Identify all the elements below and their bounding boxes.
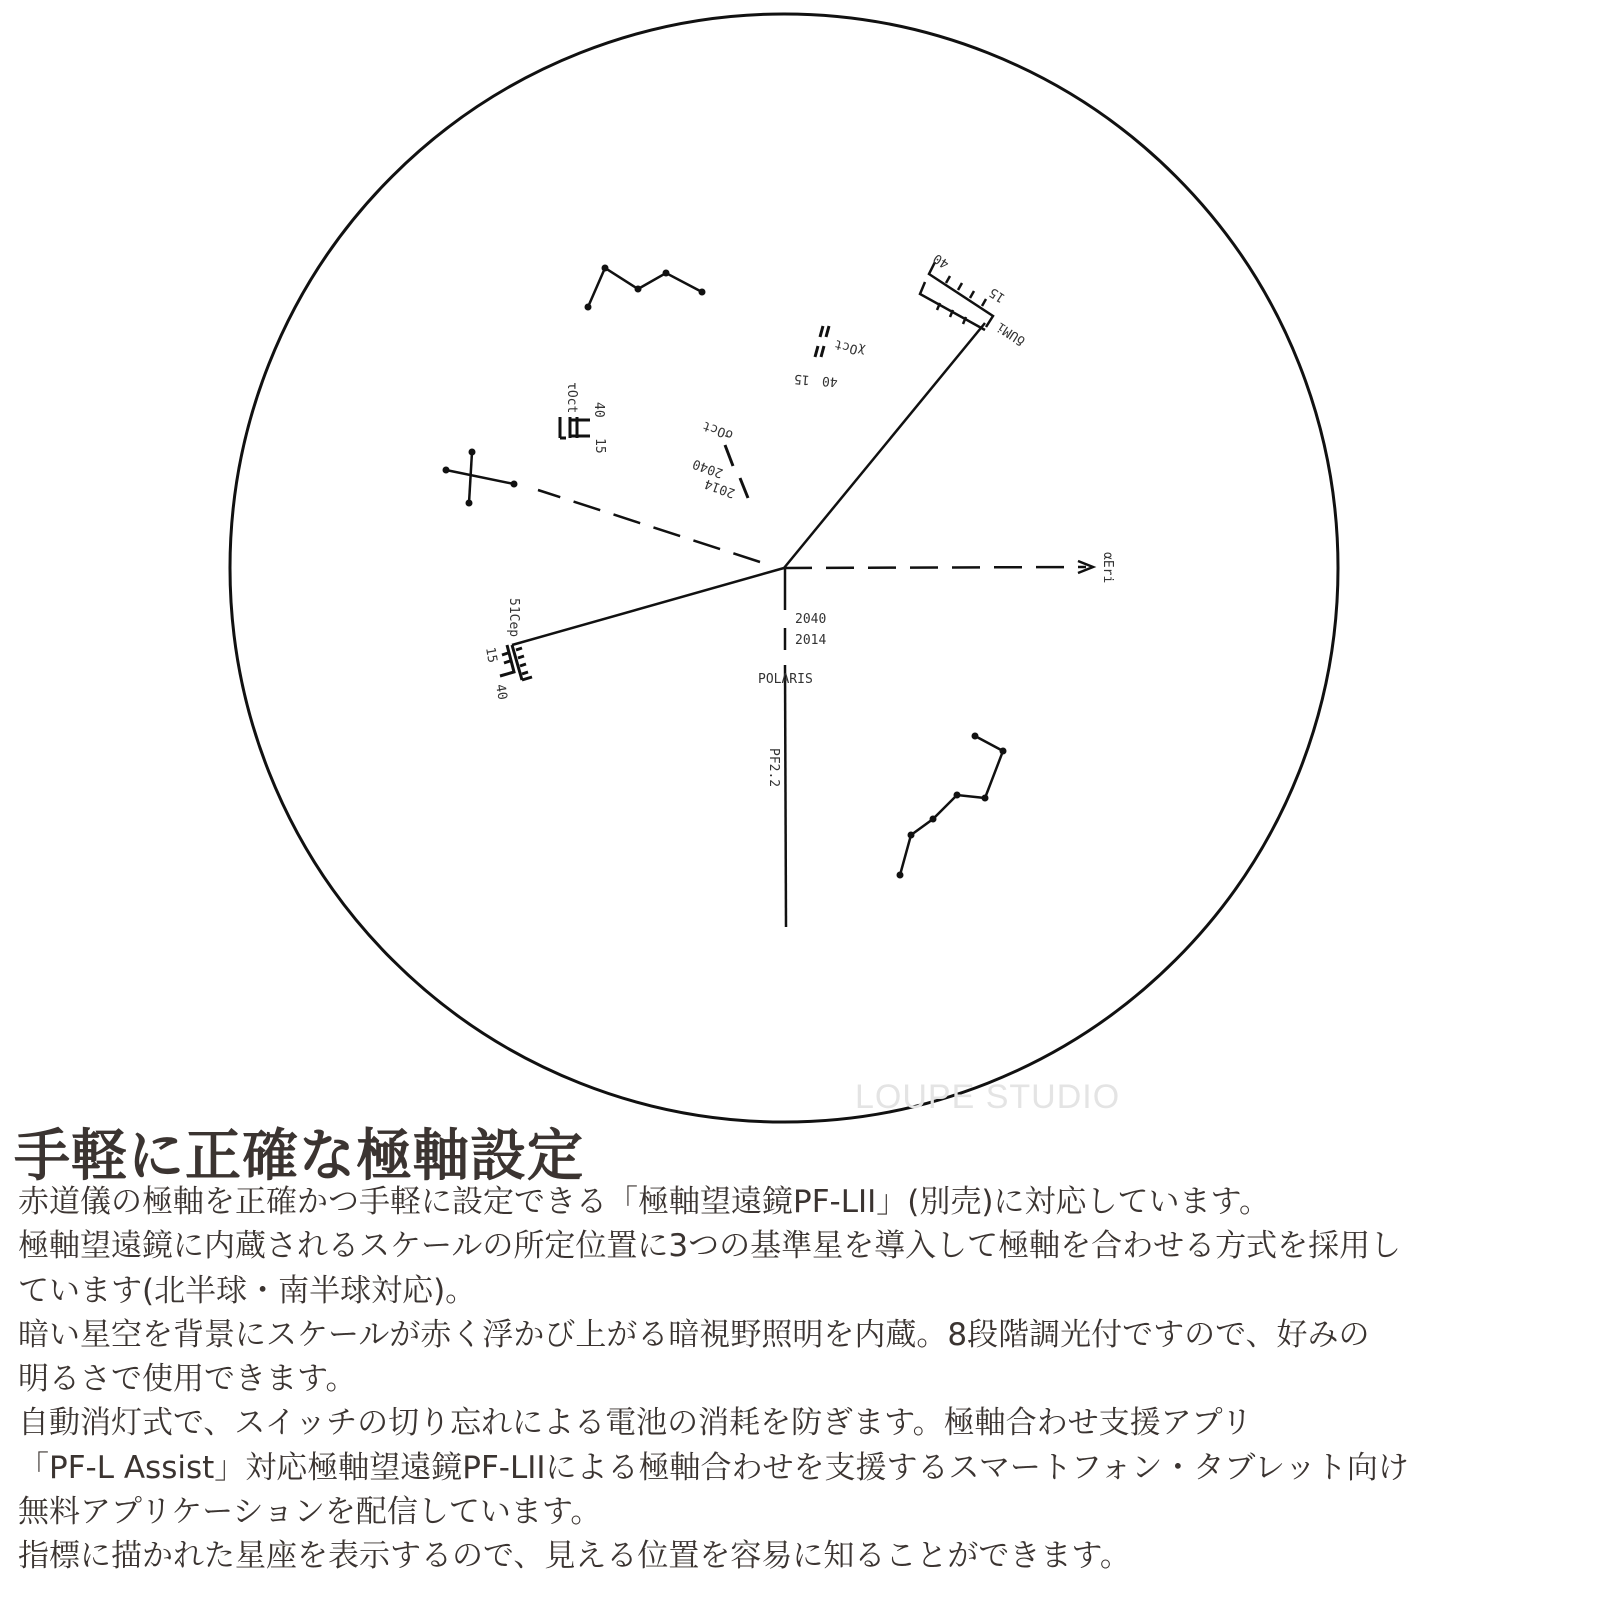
- cep-line: [512, 568, 784, 645]
- description-line: ています(北半球・南半球対応)。: [18, 1272, 477, 1309]
- description-line: 赤道儀の極軸を正確かつ手軽に設定できる「極軸望遠鏡PF-LII」(別売)に対応しています。: [18, 1184, 1270, 1220]
- label-toct: τOct: [564, 382, 579, 414]
- description: [18, 1180, 1598, 1579]
- polaris-line-bottom: [785, 665, 786, 927]
- label-toct-40: 40: [591, 402, 606, 418]
- description-line: 自動消灯式で、スイッチの切り忘れによる電池の消耗を防ぎます。極軸合わせ支援アプリ: [18, 1405, 1253, 1442]
- constellation-cross-h: [446, 470, 514, 484]
- label-cep-40: 40: [492, 683, 510, 702]
- label-polaris: POLARIS: [758, 672, 813, 687]
- description-line: 無料アプリケーションを配信しています。: [18, 1494, 602, 1531]
- label-toct-15: 15: [592, 438, 607, 454]
- constellation-cross-v: [469, 452, 472, 503]
- label-cep-15: 15: [482, 646, 500, 665]
- label-dumi-40: 40: [930, 250, 953, 272]
- label-dumi: δUMi: [994, 318, 1029, 349]
- label-soct-2040: 2040: [690, 455, 726, 481]
- description-line: 暗い星空を背景にスケールが赤く浮かび上がる暗視野照明を内蔵。8段階調光付ですので、好みの: [18, 1316, 1370, 1353]
- toct-scale: [560, 417, 590, 438]
- label-xoct: χOct: [832, 336, 868, 359]
- label-xoct-15: 15: [793, 370, 811, 387]
- cep-scale: [500, 645, 532, 680]
- description-line: 明るさで使用できます。: [18, 1361, 357, 1398]
- constellation-top-left: [588, 268, 702, 307]
- dumi-line: [784, 323, 985, 568]
- watermark: LOUPE STUDIO: [855, 1078, 1121, 1116]
- description-line: 「PF-L Assist」対応極軸望遠鏡PF-LIIによる極軸合わせを支援するスマートフォン・タブレット向け: [18, 1449, 1409, 1486]
- label-soct-2014: 2014: [702, 475, 738, 501]
- constellation-stars: [443, 265, 1007, 879]
- label-soct: σOct: [700, 417, 736, 443]
- section-title: 手軽に正確な極軸設定: [14, 1124, 584, 1189]
- cross-dashed-line: [538, 490, 760, 562]
- description-line: 極軸望遠鏡に内蔵されるスケールの所定位置に3つの基準星を導入して極軸を合わせる方式を採用し: [18, 1228, 1402, 1265]
- aeri-dashed-line: [784, 567, 1086, 568]
- xoct-marks: [815, 326, 829, 357]
- label-polaris-2040: 2040: [795, 612, 827, 627]
- constellation-bottom-right: [900, 736, 1003, 875]
- label-polaris-2014: 2014: [795, 633, 827, 648]
- label-aeri: αEri: [1100, 552, 1115, 584]
- description-line: 指標に描かれた星座を表示するので、見える位置を容易に知ることができます。: [18, 1538, 1131, 1575]
- label-xoct-40: 40: [821, 372, 839, 389]
- label-model: PF2.2: [766, 748, 781, 788]
- label-51cep: 51Cep: [506, 598, 521, 638]
- label-dumi-15: 15: [986, 284, 1009, 306]
